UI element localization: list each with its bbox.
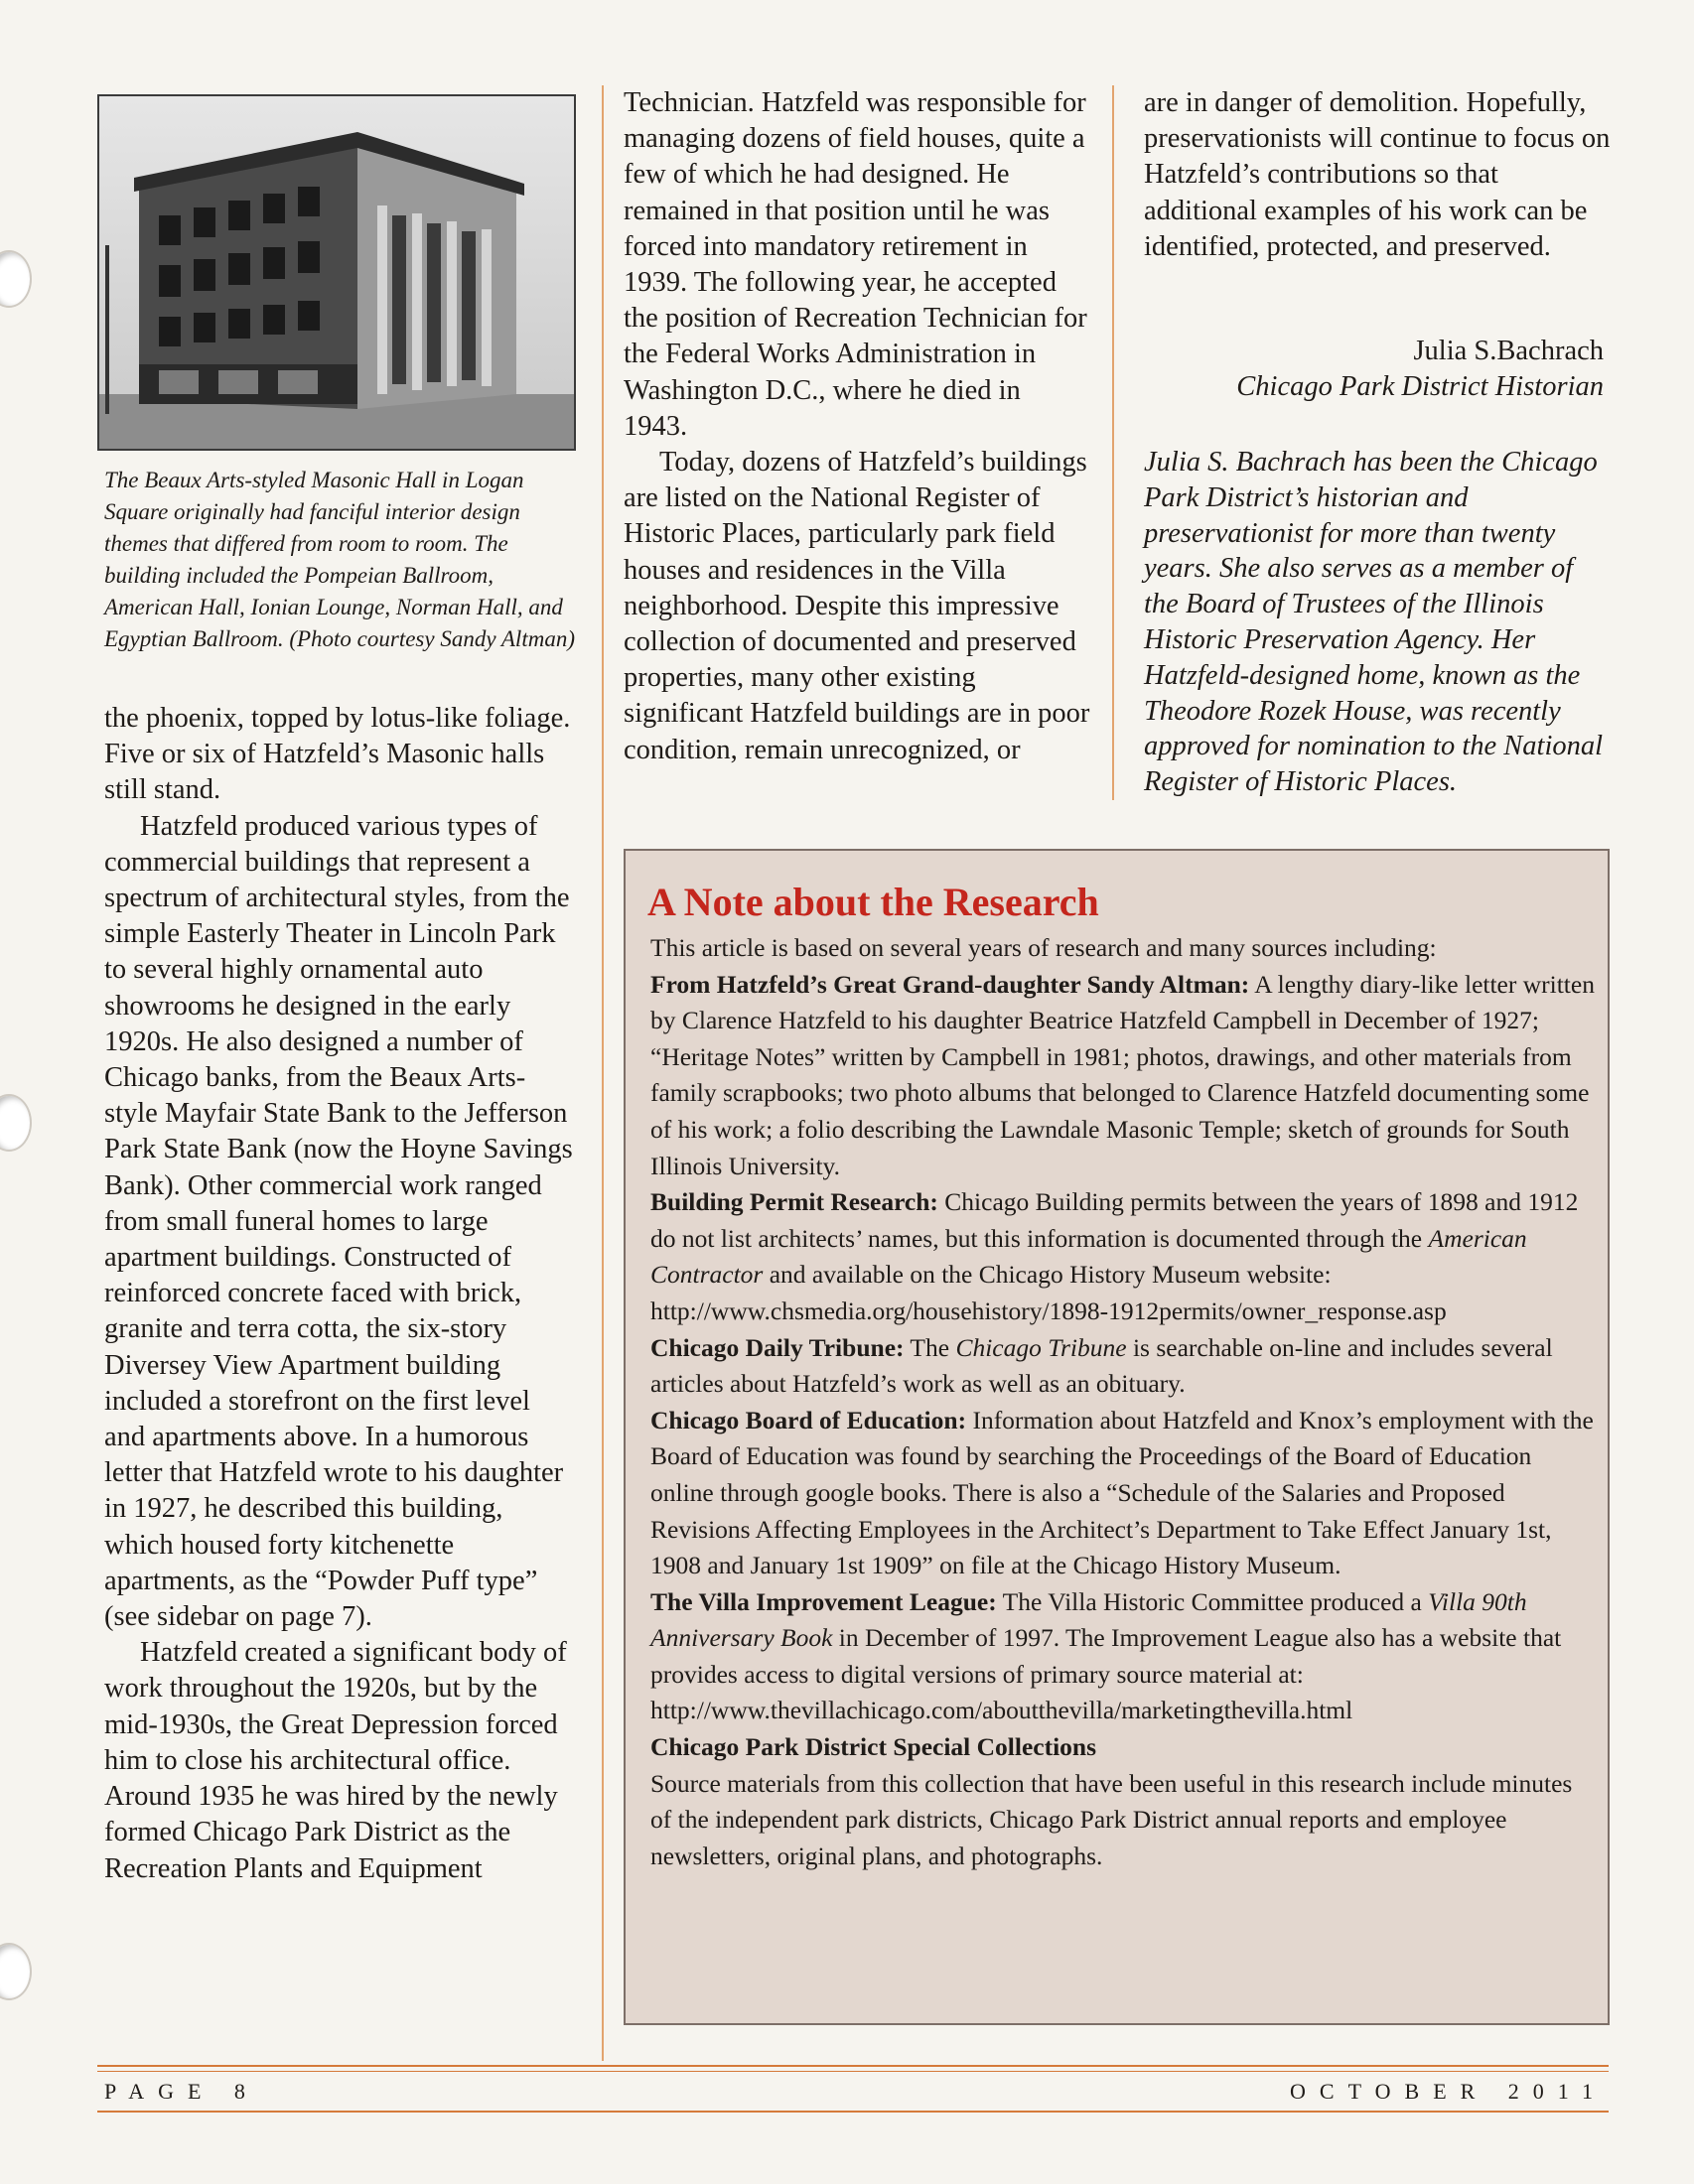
article-paragraph: the phoenix, topped by lotus-like foliage. Five or six of Hatzfeld’s Masonic halls still stand.	[104, 703, 571, 806]
binder-hole-top	[0, 250, 32, 308]
article-paragraph: Today, dozens of Hatzfeld’s buildings are listed on the National Register of Historic Places, particularly park field houses and residences in the Villa neighborhood. Despite this impressive collection of documented and preserved properties, many other existing significant Hatzfeld buildings are in poor condition, remain unrecognized, or	[624, 447, 1090, 765]
article-paragraph: Technician. Hatzfeld was responsible for managing dozens of field houses, quite a few of which he had designed. He remained in that position until he was forced into mandatory retirement in 1939. The following year, he accepted the position of Recreation Technician for the Federal Works Administration in Washington D.C., where he died in 1943.	[624, 87, 1087, 442]
research-intro: This article is based on several years of research and many sources including:	[650, 933, 1437, 962]
footer-rule-mid	[97, 2071, 1609, 2072]
source-heading: Building Permit Research:	[650, 1187, 938, 1217]
author-title: Chicago Park District Historian	[1236, 371, 1604, 402]
research-note-box	[624, 849, 1610, 2025]
research-source: Chicago Daily Tribune: The Chicago Tribune is searchable on-line and includes several articles about Hatzfeld’s work as well as an obituary.	[650, 1332, 1553, 1399]
research-note-body	[650, 930, 1599, 1874]
article-column-1	[104, 701, 576, 1887]
research-source: Building Permit Research: Chicago Building permits between the years of 1898 and 1912 do not list architects’ names, but this information is documented through the American Contractor and available on the Chicago History Museum website:	[650, 1187, 1579, 1290]
source-heading: Chicago Park District Special Collections	[650, 1732, 1097, 1762]
source-heading: Chicago Daily Tribune:	[650, 1332, 905, 1362]
issue-date: OCTOBER 2011	[1290, 2079, 1607, 2104]
column-divider-left	[602, 85, 604, 2061]
article-column-2	[624, 85, 1090, 768]
footer-rule-top	[97, 2065, 1609, 2067]
masonic-hall-photo	[97, 94, 576, 451]
binder-hole-middle	[0, 1094, 32, 1152]
footer-rule-bottom	[97, 2111, 1609, 2113]
source-heading: Chicago Board of Education:	[650, 1405, 967, 1434]
column-divider-right	[1112, 85, 1114, 800]
article-column-3	[1144, 85, 1611, 265]
page-number: PAGE 8	[104, 2079, 259, 2104]
article-paragraph: are in danger of demolition. Hopefully, preservationists will continue to focus on Hatzfeld’s contributions so that additional examples of his work can be identified, protected, and preserved.	[1144, 87, 1611, 262]
research-source: From Hatzfeld’s Great Grand-daughter Sandy Altman: A lengthy diary-like letter written by Clarence Hatzfeld to his daughter Beatrice Hatzfeld Campbell in December of 1927; “Heritage Notes” written by Campbell in 1981; photos, drawings, and other materials from family scrapbooks; two photo albums that belonged to Clarence Hatzfeld documenting some of his work; a folio describing the Lawndale Masonic Temple; sketch of grounds for South Illinois University.	[650, 969, 1595, 1180]
binder-hole-bottom	[0, 1943, 32, 2000]
research-source: The Villa Improvement League: The Villa Historic Committee produced a Villa 90th Anniversary Book in December of 1997. The Improvement League also has a website that provides access to digital versions of primary source material at: http://www.thevillachicago.com/aboutthevilla/marketingthevilla.html	[650, 1586, 1562, 1725]
source-url: http://www.chsmedia.org/househistory/1898-1912permits/owner_response.asp	[650, 1296, 1447, 1325]
author-name: Julia S.Bachrach	[1413, 336, 1604, 366]
author-bio: Julia S. Bachrach has been the Chicago Park District’s historian and preservationist for more than twenty years. She also serves as a member of the Board of Trustees of the Illinois Historic Preservation Agency. Her Hatzfeld-designed home, known as the Theodore Rozek House, was recently approved for nomination to the National Register of Historic Places.	[1144, 447, 1604, 798]
source-heading: The Villa Improvement League:	[650, 1586, 997, 1616]
source-heading: From Hatzfeld’s Great Grand-daughter Sandy Altman:	[650, 969, 1250, 999]
photo-caption: The Beaux Arts-styled Masonic Hall in Logan Square originally had fanciful interior design themes that differed from room to room. The building included the Pompeian Ballroom, American Hall, Ionian Lounge, Norman Hall, and Egyptian Ballroom. (Photo courtesy Sandy Altman)	[104, 468, 575, 651]
research-source: Chicago Board of Education: Information about Hatzfeld and Knox’s employment with the Board of Education was found by searching the Proceedings of the Board of Education online through google books. There is also a “Schedule of the Salaries and Proposed Revisions Affecting Employees in the Architect’s Department to Take Effect January 1st, 1908 and January 1st 1909” on file at the Chicago History Museum.	[650, 1405, 1594, 1580]
article-paragraph: Hatzfeld produced various types of commercial buildings that represent a spectrum of architectural styles, from the simple Easterly Theater in Lincoln Park to several highly ornamental auto showrooms he designed in the early 1920s. He also designed a number of Chicago banks, from the Beaux Arts-style Mayfair State Bank to the Jefferson Park State Bank (now the Hoyne Savings Bank). Other commercial work ranged from small funeral homes to large apartment buildings. Constructed of reinforced concrete faced with brick, granite and terra cotta, the six-story Diversey View Apartment building included a storefront on the first level and apartments above. In a humorous letter that Hatzfeld wrote to his daughter in 1927, he described this building, which housed forty kitchenette apartments, as the “Powder Puff type” (see sidebar on page 7).	[104, 810, 573, 1633]
research-source	[650, 1729, 1599, 1766]
research-note-title: A Note about the Research	[647, 880, 1099, 924]
research-source-text: Source materials from this collection that have been useful in this research include minutes of the independent park districts, Chicago Park District annual reports and employee newsletters, original plans, and photographs.	[650, 1768, 1573, 1870]
article-paragraph: Hatzfeld created a significant body of work throughout the 1920s, but by the mid-1930s, the Great Depression forced him to close his architectural office. Around 1935 he was hired by the newly formed Chicago Park District as the Recreation Plants and Equipment	[104, 1637, 567, 1884]
